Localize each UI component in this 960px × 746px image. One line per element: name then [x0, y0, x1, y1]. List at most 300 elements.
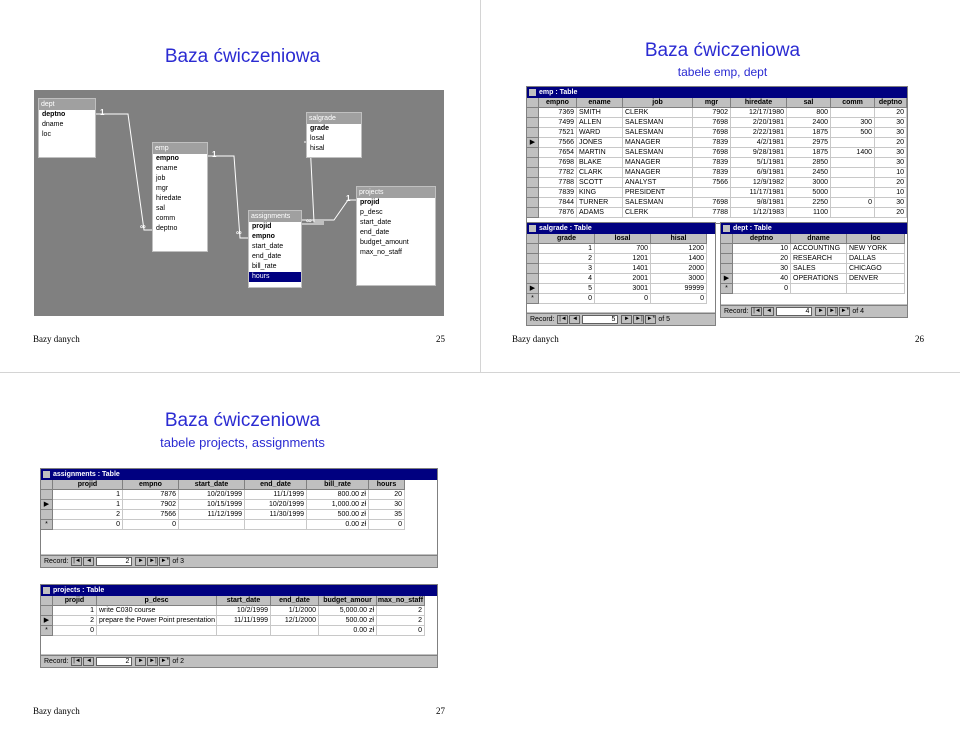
table-cell[interactable]: SALESMAN: [623, 118, 693, 128]
column-header[interactable]: start_date: [179, 480, 245, 490]
column-header[interactable]: start_date: [217, 596, 271, 606]
field: ename: [156, 165, 178, 172]
table-cell[interactable]: 7876: [123, 490, 179, 500]
field: max_no_staff: [360, 249, 402, 256]
table-cell[interactable]: 11/17/1981: [731, 188, 787, 198]
table-cell[interactable]: 7902: [123, 500, 179, 510]
field: empno: [252, 233, 275, 240]
table-cell[interactable]: 2000: [651, 264, 707, 274]
prev-record-button[interactable]: ◄: [763, 307, 774, 316]
field-selected: hours: [249, 272, 301, 282]
table-cell[interactable]: 0: [539, 294, 595, 304]
table-cell[interactable]: 7566: [123, 510, 179, 520]
table-cell[interactable]: 12/9/1982: [731, 178, 787, 188]
table-cell[interactable]: 500.00 zł: [307, 510, 369, 520]
row-selector[interactable]: [41, 606, 53, 616]
row-selector[interactable]: [41, 510, 53, 520]
table-cell[interactable]: CLERK: [623, 208, 693, 218]
slide-27-page-number: 27: [436, 706, 445, 716]
table-cell[interactable]: CLARK: [577, 168, 623, 178]
table-cell[interactable]: ALLEN: [577, 118, 623, 128]
row-selector[interactable]: [721, 264, 733, 274]
table-cell[interactable]: 7698: [693, 128, 731, 138]
table-cell[interactable]: [831, 208, 875, 218]
table-cell[interactable]: 7698: [693, 198, 731, 208]
table-cell[interactable]: 7839: [693, 158, 731, 168]
first-record-button[interactable]: |◄: [73, 657, 81, 664]
row-selector[interactable]: [527, 198, 539, 208]
column-header[interactable]: job: [623, 98, 693, 108]
table-cell[interactable]: PRESIDENT: [623, 188, 693, 198]
table-cell[interactable]: prepare the Power Point presentation: [97, 616, 217, 626]
table-cell[interactable]: NEW YORK: [847, 244, 905, 254]
column-header[interactable]: empno: [539, 98, 577, 108]
table-cell[interactable]: 7788: [539, 178, 577, 188]
table-cell[interactable]: 0: [831, 198, 875, 208]
row-selector[interactable]: ▶: [721, 274, 733, 284]
table-cell[interactable]: 11/1/1999: [245, 490, 307, 500]
row-selector[interactable]: [527, 148, 539, 158]
table-cell[interactable]: 7698: [693, 118, 731, 128]
table-cell[interactable]: CHICAGO: [847, 264, 905, 274]
table-cell[interactable]: BLAKE: [577, 158, 623, 168]
table-cell[interactable]: 11/11/1999: [217, 616, 271, 626]
table-cell[interactable]: 5: [539, 284, 595, 294]
table-cell[interactable]: OPERATIONS: [791, 274, 847, 284]
prev-record-button[interactable]: ◄: [83, 557, 94, 566]
dept-record-nav: [721, 305, 907, 317]
record-number-input[interactable]: 4: [776, 307, 812, 316]
field: budget_amount: [360, 239, 409, 246]
field: empno: [156, 155, 179, 162]
dept-table-window[interactable]: [720, 222, 908, 318]
prev-record-button[interactable]: ◄: [569, 315, 580, 324]
row-selector[interactable]: [527, 178, 539, 188]
table-cell[interactable]: 20: [369, 490, 405, 500]
record-label: Record:: [724, 308, 749, 315]
table-cell[interactable]: 10/15/1999: [179, 500, 245, 510]
table-cell[interactable]: [693, 188, 731, 198]
column-header[interactable]: hours: [369, 480, 405, 490]
assignments-window-title: assignments : Table: [41, 469, 437, 480]
last-record-button[interactable]: ►|: [149, 557, 157, 564]
table-cell[interactable]: 40: [733, 274, 791, 284]
assignments-table-title: assignments: [249, 211, 301, 222]
assignments-table-box[interactable]: [248, 210, 302, 288]
field: start_date: [252, 243, 284, 250]
table-cell[interactable]: 7839: [693, 168, 731, 178]
table-cell[interactable]: 10/20/1999: [179, 490, 245, 500]
slide-26-footer-left: Bazy danych: [512, 334, 559, 344]
table-cell[interactable]: 7521: [539, 128, 577, 138]
column-header[interactable]: budget_amour: [319, 596, 377, 606]
table-cell[interactable]: 1201: [595, 254, 651, 264]
row-selector[interactable]: *: [527, 294, 539, 304]
column-header[interactable]: sal: [787, 98, 831, 108]
field: p_desc: [360, 209, 383, 216]
table-cell[interactable]: DALLAS: [847, 254, 905, 264]
column-header[interactable]: max_no_staff: [377, 597, 424, 604]
record-count: of 4: [852, 308, 865, 315]
table-cell[interactable]: 1401: [595, 264, 651, 274]
table-cell[interactable]: 30: [875, 148, 907, 158]
table-cell[interactable]: MANAGER: [623, 138, 693, 148]
table-cell[interactable]: 0: [123, 520, 179, 530]
table-cell[interactable]: 20: [875, 108, 907, 118]
column-header[interactable]: empno: [123, 480, 179, 490]
table-cell[interactable]: 9/28/1981: [731, 148, 787, 158]
table-cell[interactable]: 20: [875, 178, 907, 188]
table-cell[interactable]: 7782: [539, 168, 577, 178]
table-cell[interactable]: 7839: [539, 188, 577, 198]
table-cell[interactable]: [831, 188, 875, 198]
next-record-button[interactable]: ►: [815, 307, 826, 316]
column-header[interactable]: mgr: [693, 98, 731, 108]
table-cell[interactable]: [791, 284, 847, 294]
column-header[interactable]: ename: [577, 98, 623, 108]
table-cell[interactable]: 3000: [651, 274, 707, 284]
table-cell[interactable]: 2/20/1981: [731, 118, 787, 128]
column-header[interactable]: grade: [539, 234, 595, 244]
first-record-button[interactable]: |◄: [73, 557, 81, 564]
table-cell[interactable]: 30: [369, 500, 405, 510]
row-selector[interactable]: *: [721, 284, 733, 294]
table-cell[interactable]: 10: [875, 188, 907, 198]
table-cell[interactable]: [831, 178, 875, 188]
table-cell[interactable]: 1,000.00 zł: [307, 500, 369, 510]
row-selector[interactable]: [527, 168, 539, 178]
salgrade-table-title: salgrade: [307, 113, 361, 124]
table-cell[interactable]: SALES: [791, 264, 847, 274]
table-cell[interactable]: 1400: [831, 148, 875, 158]
table-cell[interactable]: WARD: [577, 128, 623, 138]
first-record-button[interactable]: |◄: [559, 315, 567, 322]
projects-record-nav: [41, 655, 437, 667]
table-cell[interactable]: 0.00 zł: [319, 626, 377, 636]
table-cell[interactable]: 2001: [595, 274, 651, 284]
table-cell[interactable]: SALESMAN: [623, 198, 693, 208]
row-selector[interactable]: [527, 264, 539, 274]
salgrade-record-nav: [527, 313, 715, 325]
column-header[interactable]: bill_rate: [307, 480, 369, 490]
table-cell[interactable]: [271, 626, 319, 636]
table-cell[interactable]: 30: [875, 198, 907, 208]
select-all-corner[interactable]: [721, 234, 733, 244]
table-cell[interactable]: 0: [377, 626, 425, 636]
row-selector[interactable]: [527, 108, 539, 118]
row-selector[interactable]: [527, 128, 539, 138]
row-selector[interactable]: [527, 118, 539, 128]
column-header[interactable]: hisal: [651, 234, 707, 244]
table-cell[interactable]: 30: [875, 158, 907, 168]
table-cell[interactable]: 3: [539, 264, 595, 274]
table-cell[interactable]: 3000: [787, 178, 831, 188]
table-cell[interactable]: KING: [577, 188, 623, 198]
field: job: [156, 175, 166, 182]
table-cell[interactable]: 2975: [787, 138, 831, 148]
prev-record-button[interactable]: ◄: [83, 657, 94, 666]
table-cell[interactable]: 10/20/1999: [245, 500, 307, 510]
table-cell[interactable]: 800: [787, 108, 831, 118]
table-cell[interactable]: 800.00 zł: [307, 490, 369, 500]
rel-many-label: ∞: [306, 216, 312, 225]
table-cell[interactable]: 0: [651, 294, 707, 304]
column-header[interactable]: losal: [595, 234, 651, 244]
row-selector[interactable]: [527, 274, 539, 284]
next-record-button[interactable]: ►: [135, 657, 146, 666]
table-cell[interactable]: 1875: [787, 148, 831, 158]
table-cell[interactable]: ACCOUNTING: [791, 244, 847, 254]
table-cell[interactable]: JONES: [577, 138, 623, 148]
table-cell[interactable]: ADAMS: [577, 208, 623, 218]
table-cell[interactable]: [245, 520, 307, 530]
projects-grid: [41, 596, 437, 654]
row-selector[interactable]: ▶: [41, 500, 53, 510]
table-cell[interactable]: [831, 138, 875, 148]
last-record-button[interactable]: ►|: [149, 657, 157, 664]
row-selector[interactable]: [721, 244, 733, 254]
table-cell[interactable]: 4: [539, 274, 595, 284]
table-cell[interactable]: 2850: [787, 158, 831, 168]
last-record-button[interactable]: ►|: [635, 315, 643, 322]
record-count: of 2: [172, 658, 185, 665]
table-cell[interactable]: 20: [875, 138, 907, 148]
projects-table-window[interactable]: [40, 584, 438, 668]
row-selector[interactable]: ▶: [41, 616, 53, 626]
table-cell[interactable]: 7902: [693, 108, 731, 118]
field: losal: [310, 135, 325, 142]
column-header[interactable]: hiredate: [731, 98, 787, 108]
field: deptno: [42, 111, 66, 118]
table-cell[interactable]: 99999: [651, 284, 707, 294]
first-record-button[interactable]: |◄: [753, 307, 761, 314]
projects-table-box[interactable]: [356, 186, 436, 286]
column-header[interactable]: end_date: [271, 596, 319, 606]
table-cell[interactable]: 0: [595, 294, 651, 304]
table-cell[interactable]: 1: [53, 500, 123, 510]
table-cell[interactable]: 11/12/1999: [179, 510, 245, 520]
column-header[interactable]: deptno: [875, 98, 907, 108]
slide-26-title: Baza ćwiczeniowa: [644, 40, 801, 61]
field: hiredate: [156, 195, 182, 202]
record-label: Record:: [44, 658, 69, 665]
record-number-input[interactable]: 5: [582, 315, 618, 324]
table-cell[interactable]: 500.00 zł: [319, 616, 377, 626]
table-cell[interactable]: 0: [733, 284, 791, 294]
column-header[interactable]: comm: [831, 98, 875, 108]
table-cell[interactable]: 6/9/1981: [731, 168, 787, 178]
table-cell[interactable]: 500: [831, 128, 875, 138]
table-cell[interactable]: 0: [369, 520, 405, 530]
table-cell[interactable]: 12/17/1980: [731, 108, 787, 118]
row-selector[interactable]: [527, 188, 539, 198]
row-selector[interactable]: *: [41, 520, 53, 530]
table-cell[interactable]: 12/1/2000: [271, 616, 319, 626]
table-cell[interactable]: 7698: [693, 148, 731, 158]
rel-one-label: 1: [212, 150, 217, 159]
row-selector[interactable]: [527, 158, 539, 168]
table-cell[interactable]: 7876: [539, 208, 577, 218]
table-cell[interactable]: 2: [53, 510, 123, 520]
table-cell[interactable]: [831, 168, 875, 178]
field: loc: [42, 131, 51, 138]
table-cell[interactable]: 2: [377, 606, 425, 616]
column-header[interactable]: dname: [791, 234, 847, 244]
table-cell[interactable]: 1: [53, 606, 97, 616]
table-cell[interactable]: 1/12/1983: [731, 208, 787, 218]
column-header[interactable]: deptno: [733, 234, 791, 244]
table-cell[interactable]: 2450: [787, 168, 831, 178]
table-cell[interactable]: write C030 course: [97, 606, 217, 616]
table-cell[interactable]: 1: [539, 244, 595, 254]
row-selector[interactable]: ▶: [527, 284, 539, 294]
table-cell[interactable]: 30: [733, 264, 791, 274]
table-cell[interactable]: 5,000.00 zł: [319, 606, 377, 616]
field: end_date: [252, 253, 282, 260]
table-cell[interactable]: 7844: [539, 198, 577, 208]
table-cell[interactable]: 2: [539, 254, 595, 264]
table-cell[interactable]: 10: [733, 244, 791, 254]
table-cell[interactable]: 300: [831, 118, 875, 128]
select-all-corner[interactable]: [527, 234, 539, 244]
table-cell[interactable]: 1400: [651, 254, 707, 264]
row-selector[interactable]: [527, 244, 539, 254]
rel-one-label: 1: [346, 194, 351, 203]
table-cell[interactable]: 1200: [651, 244, 707, 254]
table-cell[interactable]: SALESMAN: [623, 148, 693, 158]
new-record-button[interactable]: ►*: [160, 657, 170, 664]
field: dname: [42, 121, 64, 128]
row-selector[interactable]: ▶: [527, 138, 539, 148]
record-label: Record:: [530, 316, 555, 323]
table-cell[interactable]: CLERK: [623, 108, 693, 118]
table-cell[interactable]: MANAGER: [623, 168, 693, 178]
table-cell[interactable]: DENVER: [847, 274, 905, 284]
new-record-button[interactable]: ►*: [840, 307, 850, 314]
table-cell[interactable]: RESEARCH: [791, 254, 847, 264]
table-cell[interactable]: SALESMAN: [623, 128, 693, 138]
table-cell[interactable]: 2250: [787, 198, 831, 208]
row-selector[interactable]: [527, 254, 539, 264]
table-cell[interactable]: 5/1/1981: [731, 158, 787, 168]
select-all-corner[interactable]: [527, 98, 539, 108]
table-cell[interactable]: 7698: [539, 158, 577, 168]
table-cell[interactable]: 2: [53, 616, 97, 626]
emp-table-box[interactable]: [152, 142, 208, 252]
table-cell[interactable]: 30: [875, 128, 907, 138]
assignments-record-nav: [41, 555, 437, 567]
column-header[interactable]: loc: [847, 234, 905, 244]
table-cell[interactable]: 0: [53, 520, 123, 530]
table-cell[interactable]: 1: [53, 490, 123, 500]
table-cell[interactable]: 7499: [539, 118, 577, 128]
table-cell[interactable]: 2400: [787, 118, 831, 128]
table-cell[interactable]: SMITH: [577, 108, 623, 118]
table-cell[interactable]: [179, 520, 245, 530]
salgrade-table-window[interactable]: [526, 222, 716, 326]
select-all-corner[interactable]: [41, 480, 53, 490]
record-number-input[interactable]: 2: [96, 657, 132, 666]
table-cell[interactable]: 10/2/1999: [217, 606, 271, 616]
table-cell[interactable]: [217, 626, 271, 636]
rel-one-label: 1: [100, 108, 105, 117]
new-record-button[interactable]: ►*: [160, 557, 170, 564]
table-cell[interactable]: 3001: [595, 284, 651, 294]
table-cell[interactable]: [97, 626, 217, 636]
table-cell[interactable]: ANALYST: [623, 178, 693, 188]
table-cell[interactable]: 2/22/1981: [731, 128, 787, 138]
slide-27-subtitle: tabele projects, assignments: [160, 435, 325, 450]
table-cell[interactable]: 10: [875, 168, 907, 178]
table-cell[interactable]: 2: [377, 616, 425, 626]
rel-many-label: ∞: [140, 222, 146, 231]
table-cell[interactable]: 7788: [693, 208, 731, 218]
table-cell[interactable]: [847, 284, 905, 294]
new-record-button[interactable]: ►*: [646, 315, 656, 322]
table-cell[interactable]: 20: [875, 208, 907, 218]
table-cell[interactable]: 4/2/1981: [731, 138, 787, 148]
table-cell[interactable]: [831, 108, 875, 118]
table-cell[interactable]: 0: [53, 626, 97, 636]
table-cell[interactable]: MARTIN: [577, 148, 623, 158]
dept-table-box[interactable]: [38, 98, 96, 158]
slide-25-page-number: 25: [436, 334, 445, 344]
table-cell[interactable]: 11/30/1999: [245, 510, 307, 520]
assignments-table-window[interactable]: [40, 468, 438, 568]
table-cell[interactable]: 7654: [539, 148, 577, 158]
table-cell[interactable]: 9/8/1981: [731, 198, 787, 208]
column-header[interactable]: end_date: [245, 480, 307, 490]
row-selector[interactable]: [41, 490, 53, 500]
salgrade-table-box[interactable]: [306, 112, 362, 158]
table-cell[interactable]: TURNER: [577, 198, 623, 208]
row-selector[interactable]: [721, 254, 733, 264]
table-cell[interactable]: 1/1/2000: [271, 606, 319, 616]
field: projid: [252, 223, 272, 230]
last-record-button[interactable]: ►|: [829, 307, 837, 314]
column-header[interactable]: projid: [53, 596, 97, 606]
table-cell[interactable]: 5000: [787, 188, 831, 198]
table-cell[interactable]: [831, 158, 875, 168]
table-cell[interactable]: 20: [733, 254, 791, 264]
select-all-corner[interactable]: [41, 596, 53, 606]
row-selector[interactable]: [527, 208, 539, 218]
table-cell[interactable]: 700: [595, 244, 651, 254]
table-cell[interactable]: 7566: [693, 178, 731, 188]
slide-26-page-number: 26: [915, 334, 924, 344]
table-cell[interactable]: 1100: [787, 208, 831, 218]
record-number-input[interactable]: 2: [96, 557, 132, 566]
table-cell[interactable]: MANAGER: [623, 158, 693, 168]
table-cell[interactable]: 7839: [693, 138, 731, 148]
relationships-diagram: [34, 90, 444, 316]
record-label: Record:: [44, 558, 69, 565]
table-cell[interactable]: 7566: [539, 138, 577, 148]
table-cell[interactable]: 35: [369, 510, 405, 520]
table-cell[interactable]: 30: [875, 118, 907, 128]
table-cell[interactable]: 0.00 zł: [307, 520, 369, 530]
assignments-grid: [41, 480, 437, 554]
table-cell[interactable]: 1875: [787, 128, 831, 138]
row-selector[interactable]: *: [41, 626, 53, 636]
emp-table-window[interactable]: [526, 86, 908, 224]
table-cell[interactable]: 7369: [539, 108, 577, 118]
column-header[interactable]: projid: [53, 480, 123, 490]
next-record-button[interactable]: ►: [135, 557, 146, 566]
next-record-button[interactable]: ►: [621, 315, 632, 324]
column-header[interactable]: p_desc: [97, 596, 217, 606]
table-cell[interactable]: SCOTT: [577, 178, 623, 188]
